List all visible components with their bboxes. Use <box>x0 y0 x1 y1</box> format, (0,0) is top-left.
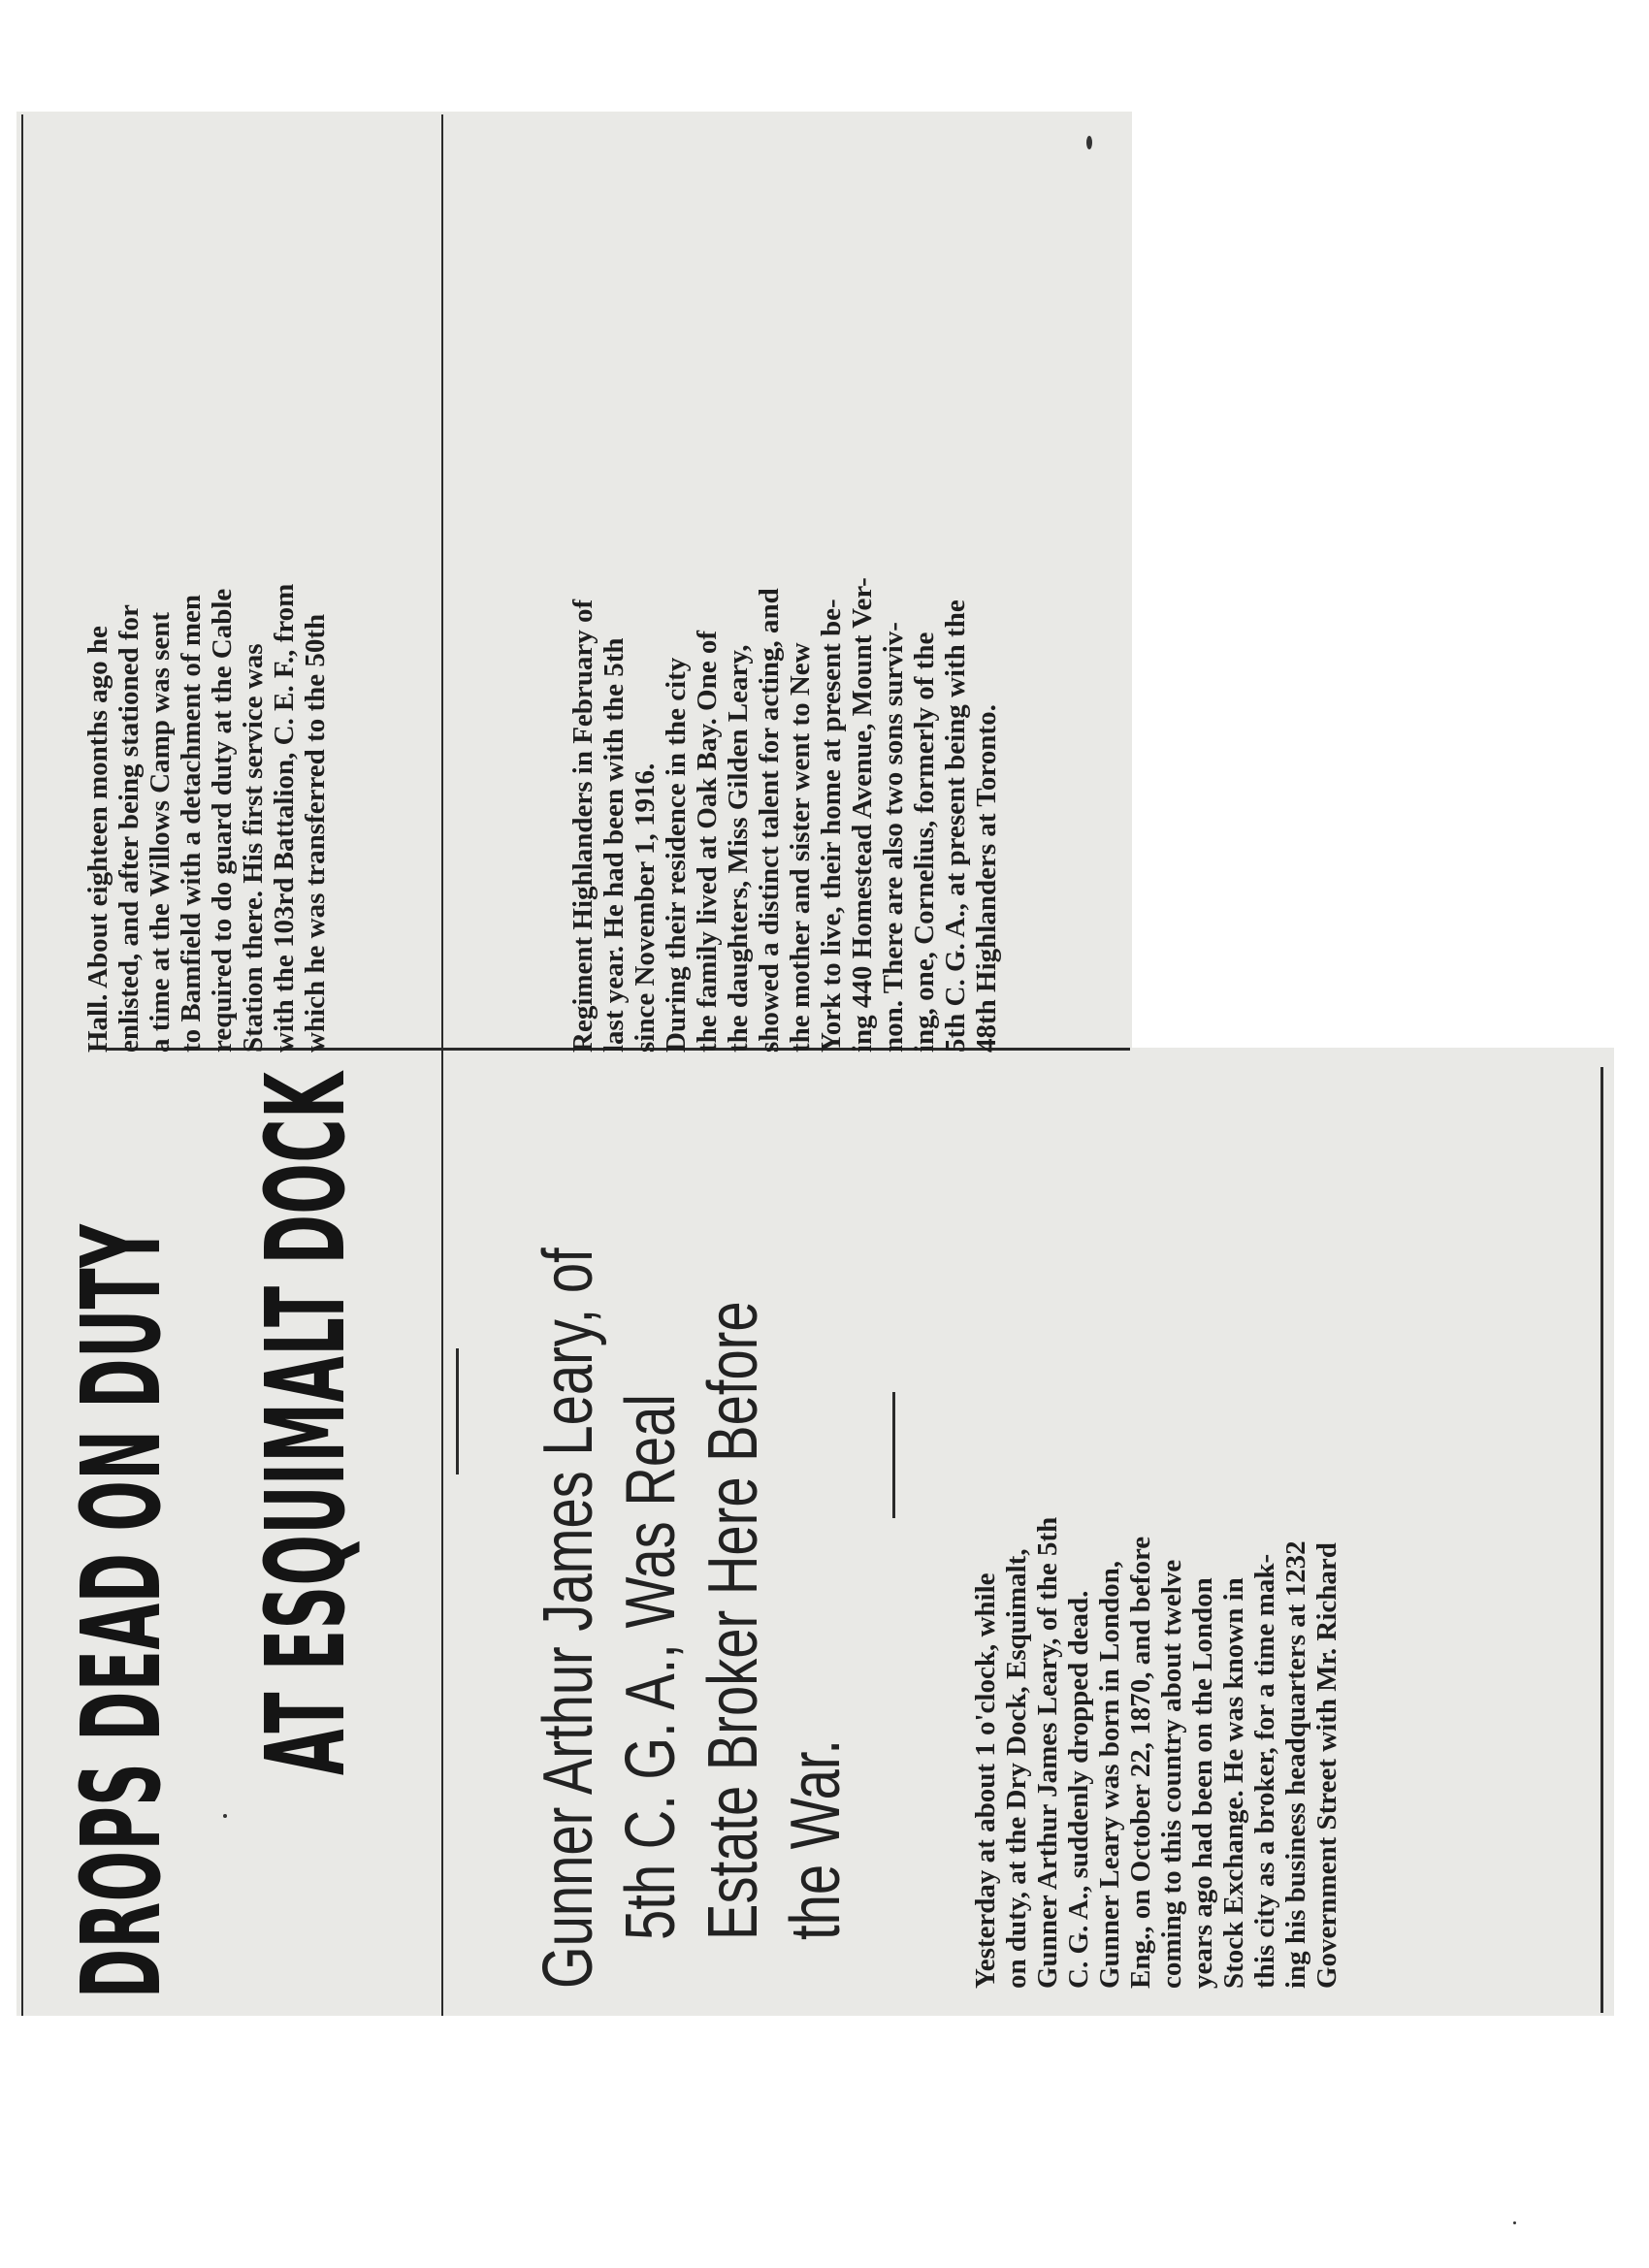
article-body-lower <box>970 1019 1591 1989</box>
article-body-upper-1 <box>82 102 529 1053</box>
text-line: Stock Exchange. He was known in <box>1218 1577 1249 1989</box>
right-border-rule <box>1600 1067 1603 2013</box>
deck-line: 5th C. G. A., Was Real <box>612 1394 690 1940</box>
text-line: ing 440 Homestead Avenue, Mount Ver- <box>847 577 878 1053</box>
text-line: last year. He had been with the 5th <box>598 637 630 1053</box>
body-divider-rule <box>892 1392 895 1518</box>
headline-line-1: DROPS DEAD ON DUTY <box>59 1223 185 1998</box>
article-body-upper-2 <box>567 102 1111 1053</box>
text-line: Station there. His first service was <box>238 643 269 1053</box>
scan-speck <box>223 1814 227 1818</box>
text-line: enlisted, and after being stationed for <box>113 604 145 1053</box>
text-line: required to do guard duty at the Cable <box>207 588 238 1053</box>
text-line: ing his business headquarters at 1232 <box>1280 1540 1311 1989</box>
text-line: Gunner Arthur James Leary, of the 5th <box>1032 1516 1063 1989</box>
scan-speck <box>1086 136 1092 149</box>
text-line: showed a distinct talent for acting, and <box>754 588 785 1053</box>
text-line: 5th C. G. A., at present being with the <box>940 599 971 1053</box>
text-line: on duty, at the Dry Dock, Esquimalt, <box>1001 1548 1032 1989</box>
deck-divider-rule <box>456 1348 459 1474</box>
headline-line-2: AT ESQUIMALT DOCK <box>243 1071 370 1775</box>
text-line: the family lived at Oak Bay. One of <box>692 631 723 1053</box>
text-line: Regiment Highlanders in February of <box>567 599 598 1053</box>
text-line: this city as a broker, for a time mak- <box>1249 1553 1280 1989</box>
deck-line: the War. <box>777 1738 855 1940</box>
text-line: the mother and sister went to New <box>785 642 816 1053</box>
text-line: non. There are also two sons surviv- <box>878 622 909 1053</box>
text-line: Yesterday at about 1 o'clock, while <box>970 1572 1001 1989</box>
text-line: Government Street with Mr. Richard <box>1311 1542 1342 1989</box>
scan-speck <box>1513 2221 1516 2224</box>
deck-line: Gunner Arthur James Leary, of <box>530 1247 607 1989</box>
text-line: During their residence in the city <box>661 657 692 1053</box>
deck-line: Estate Broker Here Before <box>695 1301 772 1940</box>
text-line: 48th Highlanders at Toronto. <box>971 704 1002 1053</box>
headline <box>29 1048 456 1998</box>
text-line: years ago had been on the London <box>1187 1577 1218 1989</box>
text-line: C. G. A., suddenly dropped dead. <box>1063 1590 1094 1989</box>
text-line: since November 1, 1916. <box>630 762 661 1053</box>
subheadline-deck <box>504 1048 855 1998</box>
text-line: to Bamfield with a detachment of men <box>176 594 207 1053</box>
text-line: Eng., on October 22, 1870, and before <box>1125 1536 1156 1989</box>
text-line: Hall. About eighteen months ago he <box>82 626 113 1053</box>
text-line: which he was transferred to the 50th <box>300 613 331 1053</box>
text-line: a time at the Willows Camp was sent <box>145 611 176 1053</box>
text-line: Gunner Leary was born in London, <box>1094 1560 1125 1989</box>
text-line: York to live, their home at present be- <box>816 599 847 1053</box>
text-line: coming to this country about twelve <box>1156 1559 1187 1989</box>
text-line: ing, one, Cornelius, formerly of the <box>909 632 940 1053</box>
left-border-rule <box>21 114 23 2016</box>
text-line: with the 103rd Battalion, C. E. F., from <box>269 583 300 1053</box>
text-line: the daughters, Miss Gilden Leary, <box>723 644 754 1053</box>
